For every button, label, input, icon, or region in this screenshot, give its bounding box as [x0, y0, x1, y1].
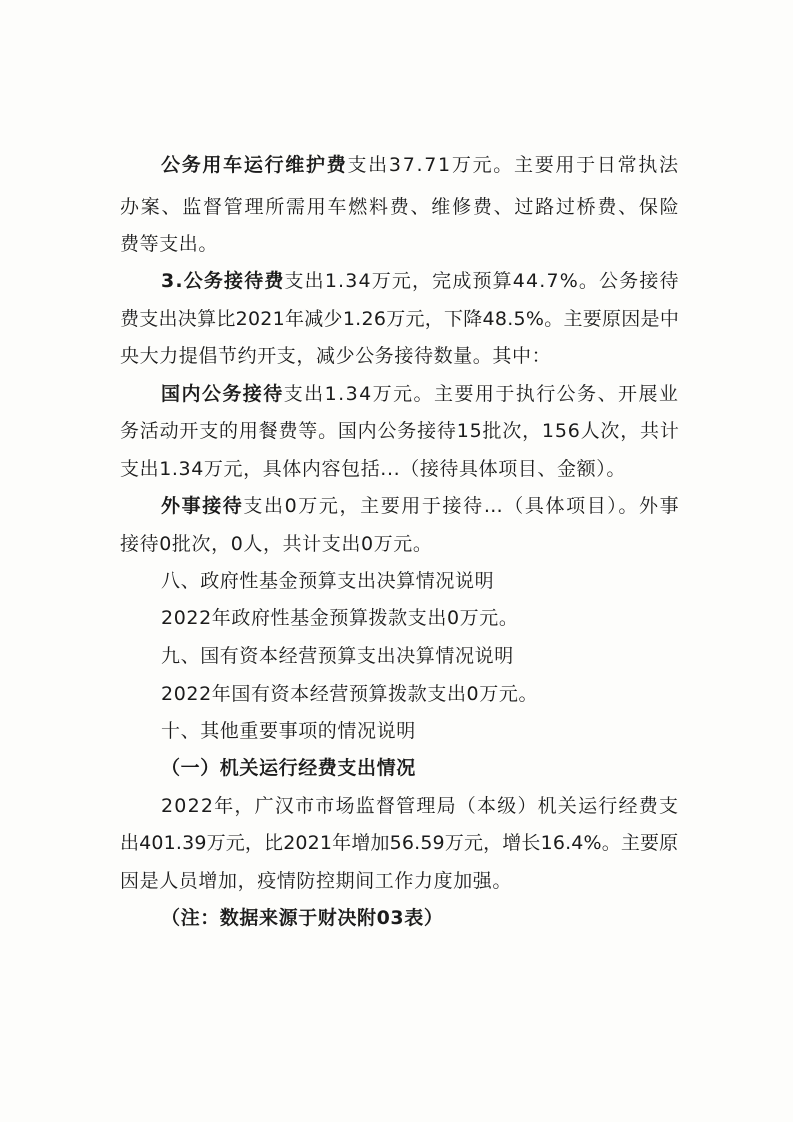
- line-text: 十、其他重要事项的情况说明: [161, 720, 416, 742]
- paragraph-line: [161, 793, 679, 819]
- line-text: 支出37.71万元。主要用于日常执法: [347, 154, 680, 176]
- line-text: 支出1.34万元。主要用于执行公务、开展业: [283, 383, 680, 405]
- line-text: 务活动开支的用餐费等。国内公务接待15批次，156人次，共计: [120, 420, 680, 442]
- line-text: 2022年国有资本经营预算拨款支出0万元。: [161, 683, 539, 705]
- section-heading: [161, 718, 416, 744]
- line-text: 支出1.34万元，具体内容包括...（接待具体项目、金额）。: [120, 458, 626, 480]
- line-text: 办案、监督管理所需用车燃料费、维修费、过路过桥费、保险: [120, 196, 681, 218]
- line-text: 接待0批次，0人，共计支出0万元。: [120, 533, 433, 555]
- subsection-heading: [161, 755, 416, 781]
- paragraph-line: [161, 381, 679, 407]
- bold-term: 3.公务接待费: [161, 270, 285, 292]
- paragraph-line: [161, 268, 680, 294]
- bold-term: （注：数据来源于财决附03表）: [161, 907, 444, 929]
- paragraph-line: [161, 152, 680, 178]
- paragraph-line: [161, 493, 680, 519]
- paragraph-line: [120, 830, 678, 856]
- line-text: 2022年，广汉市市场监督管理局（本级）机关运行经费支: [161, 795, 680, 817]
- line-text: 八、政府性基金预算支出决算情况说明: [161, 570, 495, 592]
- paragraph-line: [120, 868, 512, 894]
- paragraph-line: [120, 531, 432, 557]
- paragraph-line: [120, 231, 218, 257]
- bold-term: 外事接待: [161, 495, 244, 517]
- bold-term: 国内公务接待: [161, 383, 284, 405]
- source-note: [161, 905, 443, 931]
- section-heading: [161, 568, 494, 594]
- line-text: 2022年政府性基金预算拨款支出0万元。: [161, 607, 519, 629]
- paragraph-line: [120, 343, 551, 369]
- line-text: 因是人员增加，疫情防控期间工作力度加强。: [120, 870, 513, 892]
- line-text: 央大力提倡节约开支，减少公务接待数量。其中：: [120, 345, 552, 367]
- paragraph-line: [120, 194, 680, 220]
- line-text: 费支出决算比2021年减少1.26万元，下降48.5%。主要原因是中: [120, 308, 680, 330]
- section-heading: [161, 643, 514, 669]
- line-text: 支出1.34万元，完成预算44.7%。公务接待: [284, 270, 680, 292]
- line-text: 费等支出。: [120, 233, 219, 255]
- paragraph-line: [120, 306, 679, 332]
- paragraph-line: [120, 418, 680, 444]
- paragraph-line: [120, 456, 626, 482]
- paragraph-line: [161, 605, 518, 631]
- line-text: 出401.39万元，比2021年增加56.59万元，增长16.4%。主要原: [120, 832, 679, 854]
- paragraph-line: [161, 681, 538, 707]
- bold-term: 公务用车运行维护费: [161, 154, 348, 176]
- line-text: 九、国有资本经营预算支出决算情况说明: [161, 645, 514, 667]
- bold-term: （一）机关运行经费支出情况: [161, 757, 416, 779]
- line-text: 支出0万元，主要用于接待…（具体项目）。外事: [243, 495, 681, 517]
